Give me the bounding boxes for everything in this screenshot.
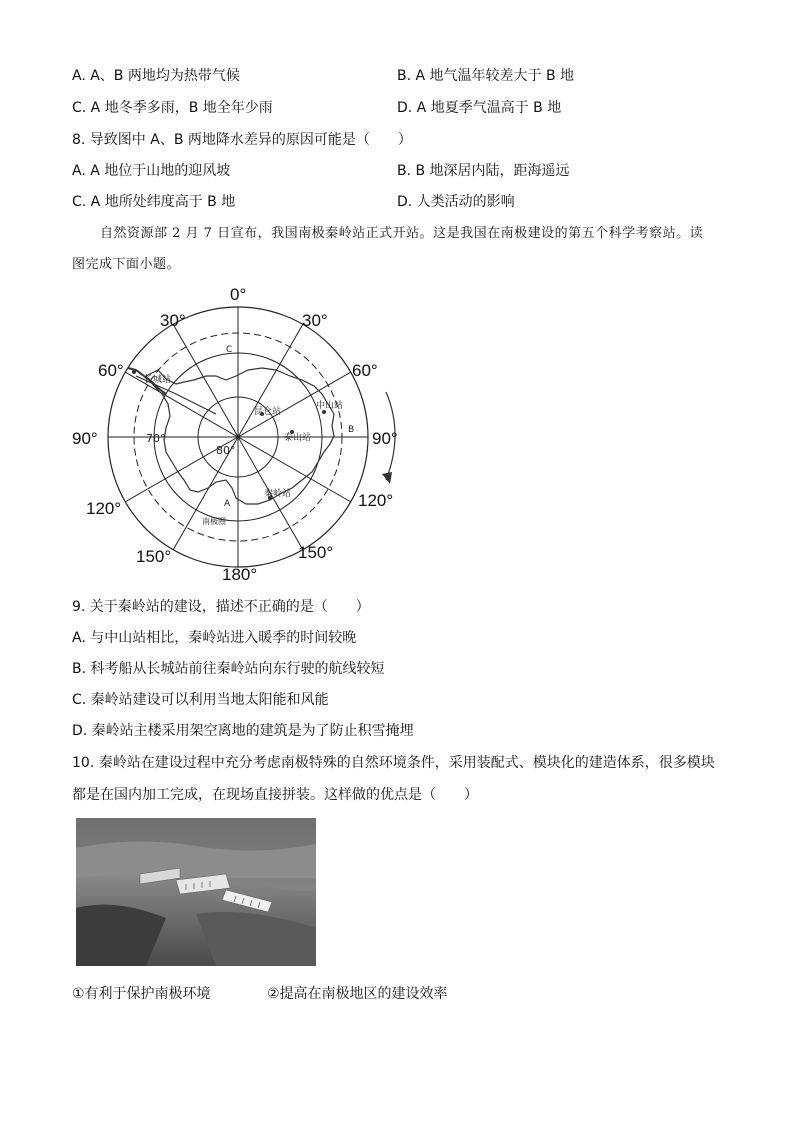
label-150-left: 150° [136,547,172,566]
q9-option-b: B. 科考船从长城站前往秦岭站向东行驶的航线较短 [72,661,385,677]
q7-option-d: D. A 地夏季气温高于 B 地 [397,100,562,116]
q9-option-d: D. 秦岭站主楼采用架空离地的建筑是为了防止积雪掩埋 [72,723,414,739]
point-a: A [224,499,231,509]
label-changcheng: 长城站 [144,375,172,385]
label-30-left: 30° [160,311,186,330]
intro-line-2: 图完成下面小题。 [72,257,181,272]
label-zhongshan: 中山站 [316,401,344,411]
q9-option-a: A. 与中山站相比，秦岭站进入暖季的时间较晚 [72,630,357,646]
label-lat-80: 80° [216,444,236,457]
label-30-right: 30° [302,311,328,330]
label-qinling: 秦岭站 [264,489,292,499]
q8-stem: 8. 导致图中 A、B 两地降水差异的原因可能是（ ） [72,132,412,148]
qinling-station-photo [76,818,316,966]
arrow-head [382,472,392,484]
label-120-right: 120° [358,491,394,510]
label-kunlun: 昆仑站 [254,407,282,417]
q7-option-b: B. A 地气温年较差大于 B 地 [397,68,575,84]
q7-option-a: A. A、B 两地均为热带气候 [72,68,240,84]
label-taishan: 泰山站 [284,433,312,443]
label-60-right: 60° [352,361,378,380]
changcheng-dot [132,370,136,374]
label-60-left: 60° [98,361,124,380]
point-c: C [226,345,233,355]
label-90-right: 90° [372,429,398,448]
q8-option-a: A. A 地位于山地的迎风坡 [72,163,231,179]
q9-option-c: C. 秦岭站建设可以利用当地太阳能和风能 [72,692,329,708]
label-90-left: 90° [72,429,98,448]
q10-stem-line-2: 都是在国内加工完成，在现场直接拼装。这样做的优点是（ ） [72,787,478,803]
intro-line-1: 自然资源部 2 月 7 日宣布，我国南极秦岭站正式开站。这是我国在南极建设的第五个科学考察站。读 [100,226,704,241]
antarctic-circle-label: 南极圈 [202,517,226,526]
q10-item-1: ①有利于保护南极环境 [72,986,211,1002]
label-lat-70: 70° [146,432,166,445]
label-150-right: 150° [298,543,334,562]
q10-item-2: ②提高在南极地区的建设效率 [267,986,448,1002]
antarctica-polar-map [66,284,416,586]
label-180: 180° [222,565,258,584]
q10-stem-line-1: 10. 秦岭站在建设过程中充分考虑南极特殊的自然环境条件，采用装配式、模块化的建造体系，很多模块 [72,755,715,771]
q8-option-d: D. 人类活动的影响 [397,194,515,210]
label-0: 0° [230,285,247,304]
label-120-left: 120° [86,499,122,518]
q8-option-b: B. B 地深居内陆，距海遥远 [397,163,570,179]
q8-option-c: C. A 地所处纬度高于 B 地 [72,194,236,210]
q7-option-c: C. A 地冬季多雨，B 地全年少雨 [72,100,273,116]
point-b: B [348,425,355,435]
q9-stem: 9. 关于秦岭站的建设，描述不正确的是（ ） [72,599,370,615]
